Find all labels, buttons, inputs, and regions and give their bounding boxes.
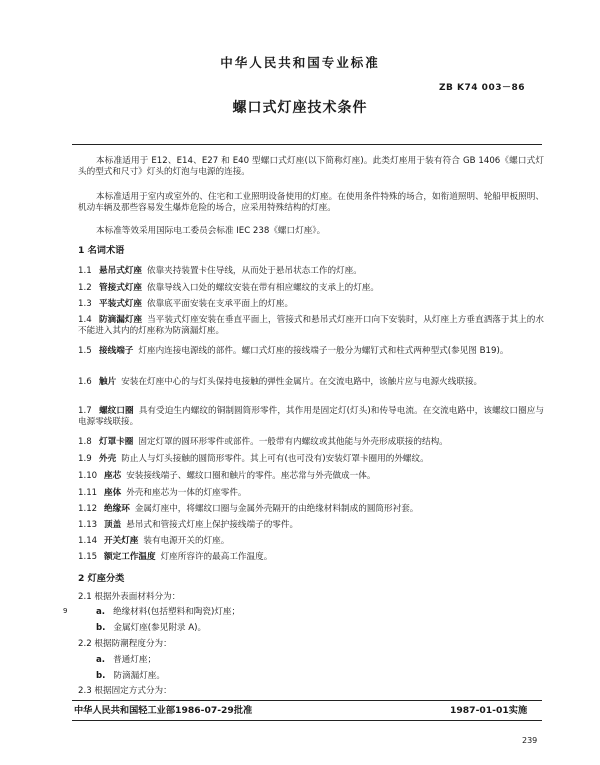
definition-term: 开关灯座: [104, 536, 139, 546]
definition-item: [78, 406, 544, 428]
option-text: 绝缘材料(包括塑料和陶瓷)灯座；: [113, 607, 241, 617]
definition-number: 1.12: [78, 504, 98, 514]
classification-option: [96, 671, 165, 682]
definition-number: 1.8: [78, 437, 92, 447]
option-label: a.: [96, 607, 106, 617]
option-label: b.: [96, 623, 106, 633]
footer-divider: [72, 700, 542, 701]
definition-text: 依靠夹持装置卡住导线，从而处于悬吊状态工作的灯座。: [146, 266, 362, 276]
definition-item: [78, 315, 544, 337]
definition-term: 平装式灯座: [99, 299, 142, 309]
definition-text: 防止人与灯头接触的圆筒形零件。其上可有(也可没有)安装灯罩卡圈用的外螺纹。: [121, 454, 429, 464]
definition-item: [78, 346, 544, 357]
definition-term: 触片: [99, 377, 117, 387]
definition-number: 1.13: [78, 520, 98, 530]
definition-item: [78, 283, 544, 294]
option-text: 普通灯座；: [113, 655, 157, 665]
definition-term: 管接式灯座: [99, 283, 142, 293]
definition-item: [78, 471, 544, 482]
definition-term: 座芯: [104, 471, 122, 481]
definition-item: [78, 454, 544, 465]
definition-number: 1.4: [78, 315, 92, 325]
definition-number: 1.3: [78, 299, 92, 309]
definition-number: 1.11: [78, 488, 98, 498]
definition-item: [78, 536, 544, 547]
approval-line: 中华人民共和国轻工业部1986-07-29批准: [74, 705, 253, 716]
definition-term: 悬吊式灯座: [99, 266, 142, 276]
definition-text: 固定灯罩的圆环形零件或部件。一般带有内螺纹或其他能与外壳形成联接的结构。: [138, 437, 448, 447]
section-heading-terms: 1 名词术语: [78, 245, 125, 256]
definition-text: 悬吊式和管接式灯座上保护接线端子的零件。: [126, 520, 299, 530]
footer-bottom-divider: [72, 720, 542, 721]
margin-mark: 9: [63, 607, 68, 615]
option-label: a.: [96, 655, 106, 665]
definition-item: [78, 299, 544, 310]
page-number: 239: [522, 736, 538, 745]
classification-clause: 2.2 根据防潮程度分为：: [78, 639, 172, 649]
option-text: 防滴漏灯座。: [113, 671, 165, 681]
effective-date: 1987-01-01实施: [450, 705, 528, 716]
intro-paragraph-application: 本标准适用于室内或室外的、住宅和工业照明设备使用的灯座。在使用条件特殊的场合，如衔道照明、轮船甲板照明、机动车辆及那些容易发生爆炸危险的场合，应采用特殊结构的灯座。: [78, 192, 544, 214]
definition-text: 具有受迫生内螺纹的铜制圆筒形零件，其作用是固定灯(灯头)和传导电流。在交流电路中，该螺纹口圈应与电源零线联接。: [78, 406, 544, 428]
intro-paragraph-equivalence: 本标准等效采用国际电工委员会标准 IEC 238《螺口灯座》。: [96, 226, 326, 236]
definition-number: 1.15: [78, 552, 98, 562]
definition-number: 1.14: [78, 536, 98, 546]
definition-number: 1.6: [78, 377, 92, 387]
definition-term: 外壳: [99, 454, 117, 464]
definition-text: 灯座内连接电源线的部件。螺口式灯座的接线端子一般分为螺钉式和柱式两种型式(参见图 B19)。: [138, 346, 509, 356]
definition-item: [78, 488, 544, 499]
intro-paragraph-scope: 本标准适用于 E12、E14、E27 和 E40 型螺口式灯座(以下简称灯座)。此类灯座用于装有符合 GB 1406《螺口式灯头的型式和尺寸》灯头的灯泡与电源的连接。: [78, 156, 544, 178]
definition-text: 安装在灯座中心的与灯头保持电接触的弹性金属片。在交流电路中，该触片应与电源火线联接。: [121, 377, 483, 387]
definition-term: 灯罩卡圈: [99, 437, 134, 447]
option-text: 金属灯座(参见附录 A)。: [113, 623, 207, 633]
definition-term: 顶盖: [104, 520, 122, 530]
definition-term: 座体: [104, 488, 122, 498]
definition-item: [78, 266, 544, 277]
header-divider: [72, 144, 542, 145]
definition-text: 金属灯座中，将螺纹口圈与金属外壳隔开的由绝缘材料制成的圆筒形衬套。: [134, 504, 419, 514]
definition-item: [78, 552, 544, 563]
standard-code: ZB K74 003－86: [439, 83, 525, 93]
definition-term: 额定工作温度: [104, 552, 156, 562]
definition-number: 1.7: [78, 406, 92, 416]
definition-item: [78, 437, 544, 448]
definition-text: 依靠导线入口处的螺纹安装在带有相应螺纹的支承上的灯座。: [146, 283, 380, 293]
section-heading-classification: 2 灯座分类: [78, 573, 125, 584]
classification-clause: 2.1 根据外表面材料分为：: [78, 592, 181, 602]
definition-text: 外壳和座芯为一体的灯座零件。: [126, 488, 247, 498]
definition-number: 1.10: [78, 471, 98, 481]
org-title: 中华人民共和国专业标准: [220, 55, 380, 70]
definition-text: 依靠底平面安装在支承平面上的灯座。: [146, 299, 294, 309]
definition-term: 绝缘环: [104, 504, 130, 514]
definition-number: 1.1: [78, 266, 92, 276]
definition-number: 1.5: [78, 346, 92, 356]
classification-option: [96, 607, 240, 618]
definition-term: 螺纹口圈: [99, 406, 134, 416]
definition-item: [78, 504, 544, 515]
definition-term: 防滴漏灯座: [99, 315, 143, 325]
document-title: 螺口式灯座技术条件: [232, 100, 368, 116]
classification-clause: 2.3 根据固定方式分为：: [78, 686, 172, 696]
definition-text: 当平装式灯座安装在垂直平面上，管接式和悬吊式灯座开口向下安装时，从灯座上方垂直洒落于其上的水不能进入其内的灯座称为防滴漏灯座。: [78, 315, 544, 337]
definition-number: 1.9: [78, 454, 92, 464]
classification-option: [96, 623, 206, 634]
definition-text: 灯座所容许的最高工作温度。: [160, 552, 273, 562]
definition-text: 装有电源开关的灯座。: [143, 536, 230, 546]
option-label: b.: [96, 671, 106, 681]
definition-number: 1.2: [78, 283, 92, 293]
definition-item: [78, 377, 544, 388]
definition-text: 安装接线端子、螺纹口圈和触片的零件。座芯常与外壳做成一体。: [126, 471, 376, 481]
definition-item: [78, 520, 544, 531]
definition-term: 接线端子: [99, 346, 134, 356]
classification-option: [96, 655, 156, 666]
